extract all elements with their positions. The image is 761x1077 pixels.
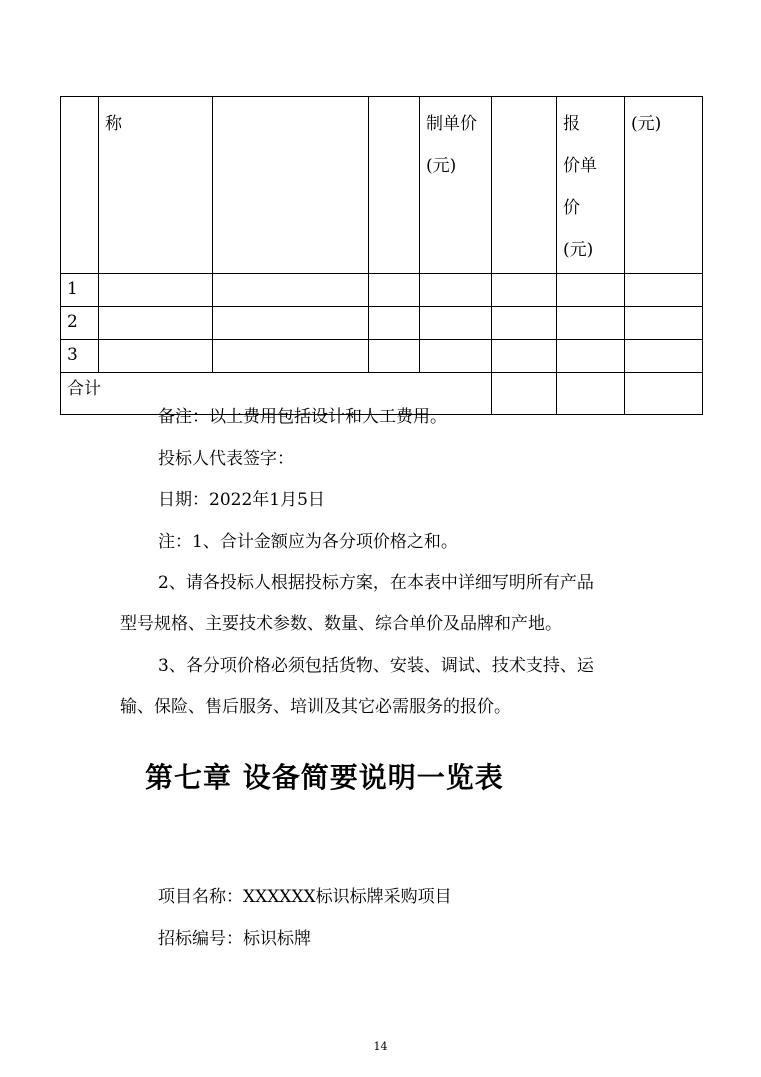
note-3-line-2: 输、保险、售后服务、培训及其它必需服务的报价。 xyxy=(120,697,511,717)
total-label: 合计 xyxy=(61,373,492,415)
signature-label: 投标人代表签字： xyxy=(158,449,294,469)
table-row xyxy=(61,274,703,307)
header-cell-name: 称 xyxy=(99,97,213,274)
header-cell-total: (元) xyxy=(625,97,703,274)
header-cell-spec xyxy=(213,97,369,274)
header-cell-quote-unit-price: 报 价单 价 (元) xyxy=(557,97,625,274)
tender-number: 招标编号：标识标牌 xyxy=(158,929,311,949)
project-name: 项目名称：XXXXXX标识标牌采购项目 xyxy=(158,887,452,907)
table-row xyxy=(61,340,703,373)
header-cell-blank xyxy=(492,97,557,274)
row-index: 2 xyxy=(61,307,99,340)
table-header-row xyxy=(61,97,703,274)
chapter-heading: 第七章 设备简要说明一览表 xyxy=(145,761,504,794)
header-cell-qty xyxy=(369,97,420,274)
remark-text: 备注：以上费用包括设计和人工费用。 xyxy=(158,407,447,427)
header-cell-unit-price: 制单价 (元) xyxy=(420,97,492,274)
table-row xyxy=(61,307,703,340)
page-number: 14 xyxy=(373,1040,388,1053)
header-cell-index xyxy=(61,97,99,274)
note-1: 注：1、合计金额应为各分项价格之和。 xyxy=(158,532,458,552)
row-index: 1 xyxy=(61,274,99,307)
date-text: 日期：2022年1月5日 xyxy=(158,490,325,510)
note-2-line-1: 2、请各投标人根据投标方案，在本表中详细写明所有产品 xyxy=(158,573,594,593)
note-3-line-1: 3、各分项价格必须包括货物、安装、调试、技术支持、运 xyxy=(158,656,594,676)
note-2-line-2: 型号规格、主要技术参数、数量、综合单价及品牌和产地。 xyxy=(120,614,562,634)
row-index: 3 xyxy=(61,340,99,373)
quote-table xyxy=(60,96,703,415)
